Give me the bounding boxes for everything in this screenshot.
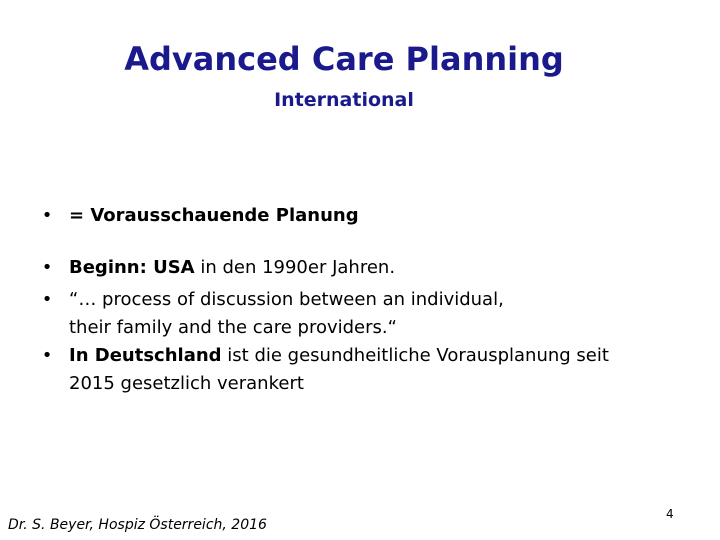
bullet-list xyxy=(40,202,680,398)
bullet-definition-text: = Vorausschauende Planung xyxy=(69,205,359,226)
bullet-germany xyxy=(40,342,680,398)
bullet-quote xyxy=(40,286,680,342)
slide-title: Advanced Care Planning xyxy=(124,40,564,78)
page-number: 4 xyxy=(666,507,674,521)
bullet-germany-text: ist die gesundheitliche Vorausplanung seit xyxy=(221,345,609,366)
footer-credit: Dr. S. Beyer, Hospiz Österreich, 2016 xyxy=(8,517,267,533)
slide-subtitle: International xyxy=(274,89,414,111)
bullet-definition xyxy=(40,202,680,230)
bullet-marker: • xyxy=(41,257,53,278)
bullet-quote-line1: “… process of discussion between an individual, xyxy=(69,289,504,310)
bullet-origin-bold: Beginn: USA xyxy=(69,257,195,278)
bullet-origin-text: in den 1990er Jahren. xyxy=(194,257,396,278)
bullet-origin xyxy=(40,254,680,282)
bullet-marker: • xyxy=(41,289,53,310)
bullet-germany-bold: In Deutschland xyxy=(69,345,222,366)
bullet-marker: • xyxy=(41,345,53,366)
bullet-marker: • xyxy=(41,205,53,226)
bullet-quote-line2: their family and the care providers.“ xyxy=(69,317,397,338)
bullet-germany-line2: 2015 gesetzlich verankert xyxy=(69,373,304,394)
